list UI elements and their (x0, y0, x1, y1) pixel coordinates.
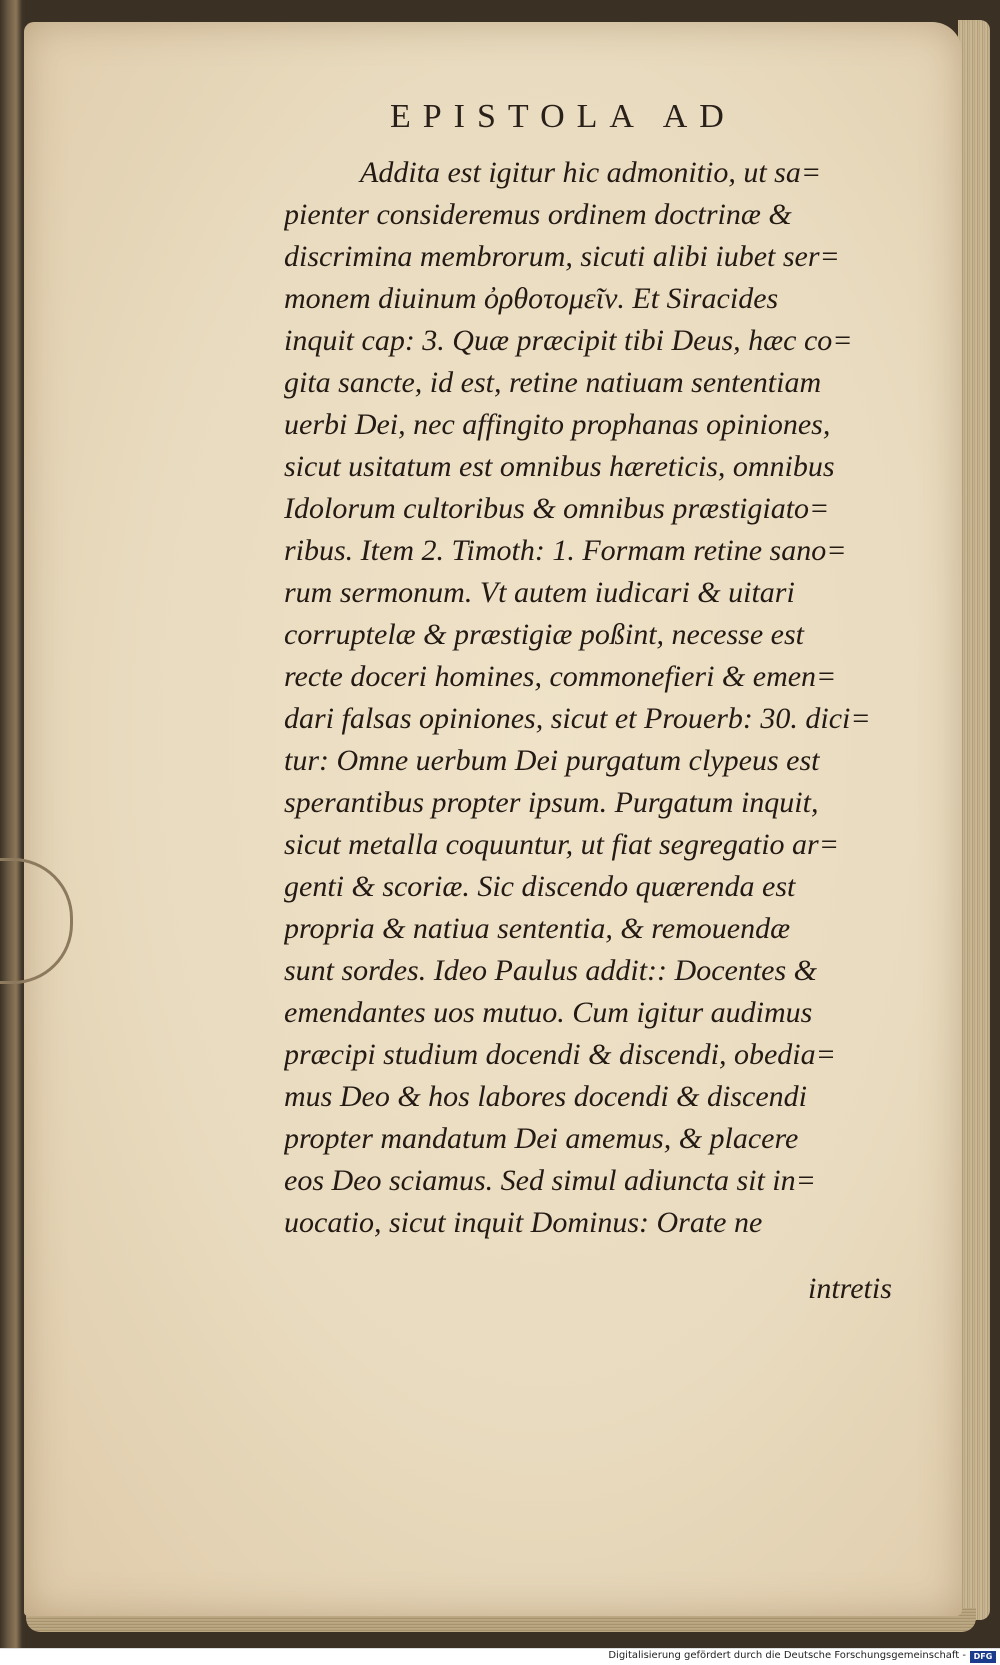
text-line: monem diuinum ὀρθοτομεῖν. Et Siracides (284, 282, 779, 315)
text-line: uocatio, sicut inquit Dominus: Orate ne (284, 1206, 763, 1239)
text-line: rum sermonum. Vt autem iudicari & uitari (284, 576, 795, 609)
text-line: sicut metalla coquuntur, ut fiat segregatio ar= (284, 828, 839, 861)
text-line: tur: Omne uerbum Dei purgatum clypeus est (284, 744, 820, 777)
text-line: discrimina membrorum, sicuti alibi iubet ser= (284, 240, 840, 273)
catchword: intretis (808, 1272, 892, 1305)
text-line: mus Deo & hos labores docendi & discendi (284, 1080, 807, 1113)
text-line: præcipi studium docendi & discendi, obedia= (284, 1038, 836, 1071)
body-text (284, 152, 914, 1244)
text-line: corruptelæ & præstigiæ poßint, necesse est (284, 618, 804, 651)
text-line: sperantibus propter ipsum. Purgatum inquit, (284, 786, 819, 819)
text-line: sunt sordes. Ideo Paulus addit:: Docentes & (284, 954, 817, 987)
text-line: ribus. Item 2. Timoth: 1. Formam retine sano= (284, 534, 847, 567)
footer-credit: Digitalisierung gefördert durch die Deutsche Forschungsgemeinschaft - (608, 1650, 966, 1661)
text-line: sicut usitatum est omnibus hæreticis, omnibus (284, 450, 835, 483)
text-line: propria & natiua sententia, & remouendæ (284, 912, 791, 945)
text-line: Addita est igitur hic admonitio, ut sa= (360, 156, 822, 189)
text-line: pienter consideremus ordinem doctrinæ & (284, 198, 792, 231)
page-edges-right (958, 20, 990, 1620)
text-line: uerbi Dei, nec affingito prophanas opiniones, (284, 408, 831, 441)
text-line: recte doceri homines, commonefieri & emen= (284, 660, 837, 693)
text-line: emendantes uos mutuo. Cum igitur audimus (284, 996, 813, 1029)
text-line: dari falsas opiniones, sicut et Prouerb: 30. dici= (284, 702, 871, 735)
text-line: gita sancte, id est, retine natiuam sententiam (284, 366, 822, 399)
text-line: genti & scoriæ. Sic discendo quærenda est (284, 870, 796, 903)
dfg-logo: DFG (970, 1651, 996, 1663)
text-line: eos Deo sciamus. Sed simul adiuncta sit in= (284, 1164, 816, 1197)
text-line: Idolorum cultoribus & omnibus præstigiato= (284, 492, 830, 525)
footer-bar (0, 1648, 1000, 1665)
text-line: propter mandatum Dei amemus, & placere (284, 1122, 799, 1155)
running-heading: EPISTOLA AD (390, 98, 736, 135)
text-line: inquit cap: 3. Quæ præcipit tibi Deus, hæc co= (284, 324, 853, 357)
